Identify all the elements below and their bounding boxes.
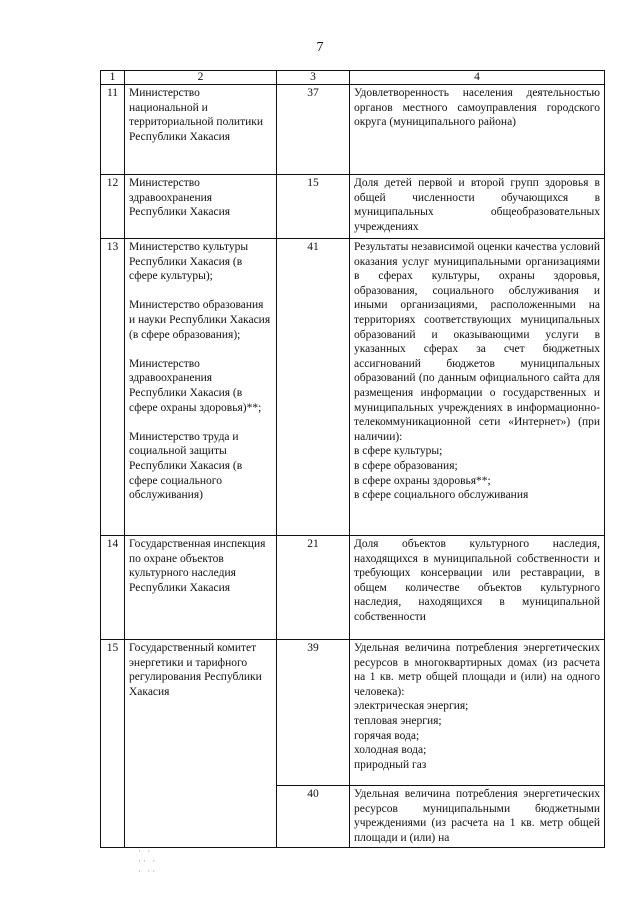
indicator-text: Доля детей первой и второй групп здоровья в общей численности обучающихся в муниципальных общеобразовательных учреждениях: [354, 177, 600, 233]
indicator-description: [350, 536, 605, 640]
indicator-number: 41: [277, 239, 350, 536]
organization-name: Министерство культуры Республики Хакасия (в сфере культуры);: [129, 241, 249, 283]
organization-name: Министерство труда и социальной защиты Республики Хакасия (в сфере социального обслуживания): [129, 430, 243, 502]
table-row: [101, 175, 605, 239]
indicator-text: Удельная величина потребления энергетических ресурсов муниципальными бюджетными учреждениями (из расчета на 1 кв. метр общей площади и (или) на: [354, 788, 600, 844]
row-number: 11: [101, 85, 125, 175]
table-row: [101, 85, 605, 175]
indicator-sub-item: горячая вода;: [354, 729, 420, 742]
header-col-1: 1: [101, 71, 125, 85]
indicator-description: [350, 85, 605, 175]
page-number: 7: [316, 40, 324, 55]
row-number: 12: [101, 175, 125, 239]
indicator-sub-item: электрическая энергия;: [354, 700, 469, 713]
indicator-number: 39: [277, 640, 350, 786]
organization-name: Министерство здравоохранения Республики Хакасия: [129, 177, 231, 219]
table-row: [101, 239, 605, 536]
organization-name: Министерство здравоохранения Республики Хакасия (в сфере охраны здоровья)**;: [129, 357, 262, 414]
indicator-number: 37: [277, 85, 350, 175]
indicator-sub-item: природный газ: [354, 758, 427, 771]
indicator-sub-item: тепловая энергия;: [354, 714, 442, 727]
organization-name: Государственный комитет энергетики и тарифного регулирования Республики Хакасия: [129, 642, 262, 698]
organization-name: Министерство образования и науки Республики Хакасия (в сфере образования);: [129, 299, 271, 341]
indicator-description: [350, 640, 605, 786]
indicator-description: [350, 239, 605, 536]
indicator-sub-item: в сфере образования;: [354, 459, 458, 472]
organization-name: Министерство национальной и территориальной политики Республики Хакасия: [129, 87, 264, 143]
row-number: 14: [101, 536, 125, 640]
indicator-description: [350, 175, 605, 239]
organization-cell: [125, 85, 277, 175]
row-number: 13: [101, 239, 125, 536]
indicator-sub-item: в сфере социального обслуживания: [354, 489, 529, 502]
table-row: [101, 536, 605, 640]
indicator-number: 15: [277, 175, 350, 239]
organization-cell: [125, 175, 277, 239]
header-col-4: 4: [350, 71, 605, 85]
organization-cell: [125, 536, 277, 640]
organization-name: Государственная инспекция по охране объектов культурного наследия Республики Хакасия: [129, 538, 266, 594]
header-col-2: 2: [125, 71, 277, 85]
row-number: 15: [101, 640, 125, 848]
table-row: [101, 640, 605, 786]
organization-cell: [125, 239, 277, 536]
indicator-description: [350, 786, 605, 848]
organization-cell: [125, 640, 277, 848]
indicator-text: Доля объектов культурного наследия, находящихся в муниципальной собственности и требующих консервации или реставрации, в общем количестве объектов культурного наследия, находящихся в муниципальной собственности: [354, 538, 600, 623]
indicator-text: Удельная величина потребления энергетических ресурсов в многоквартирных домах (из расчета на 1 кв. метр общей площади и (или) на одного человека):: [354, 642, 600, 698]
table-header-row: [101, 71, 605, 85]
indicator-sub-item: холодная вода;: [354, 744, 427, 757]
indicator-sub-item: в сфере охраны здоровья**;: [354, 474, 491, 487]
indicator-text: Результаты независимой оценки качества условий оказания услуг муниципальными организациями в сферах культуры, охраны здоровья, образования, социального обслуживания и иными организациями, расположенными на территориях соответствующих муниципальных образований и оказывающими услуги в указанных сферах за счет бюджетных ассигнований бюджетов муниципальных образований (по данным официального сайта для размещения информации о государственных и муниципальных учреждениях в информационно-телекоммуникационной сети «Интернет») (при наличии):: [354, 241, 600, 443]
indicator-number: 40: [277, 786, 350, 848]
indicator-sub-item: в сфере культуры;: [354, 445, 443, 458]
indicator-number: 21: [277, 536, 350, 640]
indicator-text: Удовлетворенность населения деятельностью органов местного самоуправления городского округа (муниципального района): [354, 87, 600, 129]
indicators-table: [100, 70, 605, 848]
header-col-3: 3: [277, 71, 350, 85]
scan-artifact-marks: · · ·· · · ··: [138, 846, 158, 876]
